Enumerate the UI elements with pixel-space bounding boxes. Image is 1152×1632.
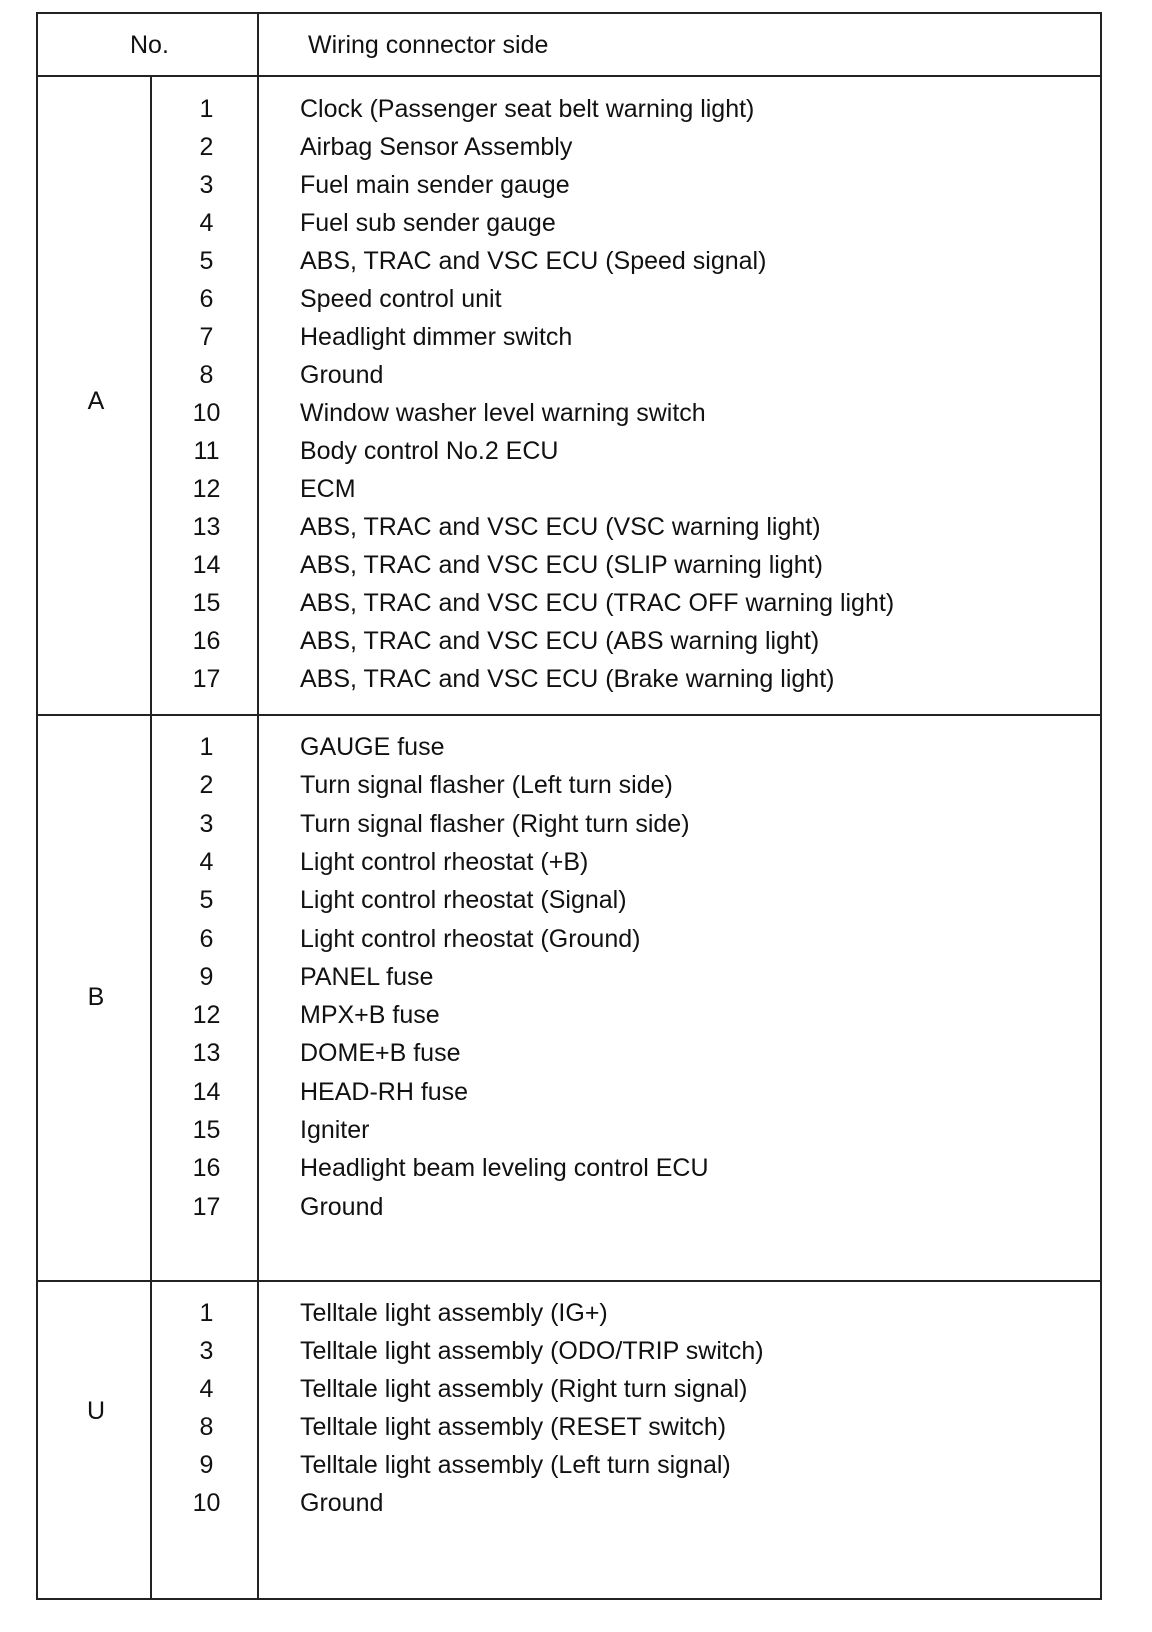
connector-description: Telltale light assembly (RESET switch) bbox=[300, 1413, 727, 1441]
table-row bbox=[38, 1000, 1100, 1030]
connector-description: Telltale light assembly (Right turn signal) bbox=[300, 1375, 748, 1403]
connector-description: Ground bbox=[300, 1192, 384, 1221]
connector-description: Speed control unit bbox=[300, 285, 502, 313]
table-row bbox=[38, 1038, 1100, 1068]
terminal-number: 8 bbox=[199, 361, 214, 389]
terminal-number: 9 bbox=[199, 962, 214, 991]
connector-description: HEAD-RH fuse bbox=[300, 1077, 469, 1106]
connector-description: Headlight beam leveling control ECU bbox=[300, 1154, 709, 1183]
group-label: U bbox=[86, 1397, 106, 1425]
terminal-number: 15 bbox=[192, 1116, 221, 1144]
table-row bbox=[38, 588, 1100, 618]
table-row bbox=[38, 664, 1100, 694]
terminal-number: 11 bbox=[193, 437, 220, 465]
terminal-number: 12 bbox=[192, 1001, 221, 1030]
terminal-number: 12 bbox=[192, 475, 221, 503]
table-row bbox=[38, 1115, 1100, 1145]
table-row bbox=[38, 1374, 1100, 1404]
table-row bbox=[38, 322, 1100, 352]
table-row bbox=[38, 1450, 1100, 1480]
connector-description: ABS, TRAC and VSC ECU (VSC warning light) bbox=[300, 513, 821, 541]
connector-description: ABS, TRAC and VSC ECU (Speed signal) bbox=[300, 247, 767, 275]
terminal-number: 17 bbox=[192, 1192, 221, 1221]
table-row bbox=[38, 170, 1100, 200]
group-divider-b-u bbox=[38, 1280, 1100, 1282]
wiring-connector-table bbox=[36, 12, 1102, 1600]
table-row bbox=[38, 962, 1100, 992]
table-row bbox=[38, 1077, 1100, 1107]
terminal-number: 2 bbox=[199, 771, 214, 800]
table-row bbox=[38, 360, 1100, 390]
table-row bbox=[38, 626, 1100, 656]
header-wiring-connector-side: Wiring connector side bbox=[308, 31, 549, 59]
terminal-number: 15 bbox=[192, 589, 221, 617]
connector-description: Airbag Sensor Assembly bbox=[300, 133, 573, 161]
connector-description: Ground bbox=[300, 361, 384, 389]
terminal-number: 13 bbox=[192, 1039, 221, 1068]
connector-description: Window washer level warning switch bbox=[300, 399, 706, 427]
group-label: A bbox=[87, 387, 105, 415]
connector-description: Light control rheostat (Ground) bbox=[300, 924, 641, 953]
connector-description: ABS, TRAC and VSC ECU (ABS warning light) bbox=[300, 627, 820, 655]
terminal-number: 14 bbox=[192, 551, 221, 579]
terminal-number: 9 bbox=[199, 1451, 214, 1479]
connector-description: GAUGE fuse bbox=[300, 733, 445, 761]
connector-description: Igniter bbox=[300, 1116, 370, 1144]
table-row bbox=[38, 512, 1100, 542]
terminal-number: 7 bbox=[199, 323, 214, 351]
terminal-number: 6 bbox=[199, 285, 214, 313]
connector-description: Fuel main sender gauge bbox=[300, 171, 570, 199]
terminal-number: 13 bbox=[192, 513, 221, 541]
terminal-number: 1 bbox=[199, 95, 214, 123]
table-row bbox=[38, 550, 1100, 580]
table-row bbox=[38, 732, 1100, 762]
connector-description: DOME+B fuse bbox=[300, 1039, 461, 1068]
group-divider-a-b bbox=[38, 714, 1100, 716]
connector-description: ABS, TRAC and VSC ECU (Brake warning light) bbox=[300, 665, 835, 693]
table-row bbox=[38, 1488, 1100, 1518]
connector-description: Light control rheostat (Signal) bbox=[300, 886, 627, 915]
table-row bbox=[38, 208, 1100, 238]
header-divider bbox=[38, 75, 1100, 77]
table-row bbox=[38, 770, 1100, 800]
connector-description: ABS, TRAC and VSC ECU (SLIP warning light) bbox=[300, 551, 823, 579]
connector-description: Telltale light assembly (IG+) bbox=[300, 1299, 608, 1327]
table-row bbox=[38, 284, 1100, 314]
table-row bbox=[38, 1153, 1100, 1183]
terminal-number: 10 bbox=[192, 1489, 221, 1517]
connector-description: Headlight dimmer switch bbox=[300, 323, 573, 351]
table-row bbox=[38, 847, 1100, 877]
terminal-number: 4 bbox=[199, 209, 214, 237]
terminal-number: 14 bbox=[192, 1077, 221, 1106]
terminal-number: 5 bbox=[199, 886, 214, 915]
terminal-number: 1 bbox=[199, 1299, 214, 1327]
connector-description: Clock (Passenger seat belt warning light) bbox=[300, 95, 755, 123]
terminal-number: 4 bbox=[199, 1375, 214, 1403]
terminal-number: 5 bbox=[199, 247, 214, 275]
terminal-number: 17 bbox=[192, 665, 221, 693]
table-row bbox=[38, 436, 1100, 466]
terminal-number: 2 bbox=[199, 133, 214, 161]
connector-description: Turn signal flasher (Left turn side) bbox=[300, 771, 673, 800]
terminal-number: 3 bbox=[199, 171, 214, 199]
terminal-number: 6 bbox=[199, 924, 214, 953]
connector-description: Fuel sub sender gauge bbox=[300, 209, 556, 237]
terminal-number: 1 bbox=[199, 733, 214, 761]
table-row bbox=[38, 1412, 1100, 1442]
table-row bbox=[38, 1298, 1100, 1328]
connector-description: Telltale light assembly (ODO/TRIP switch) bbox=[300, 1337, 764, 1365]
table-row bbox=[38, 398, 1100, 428]
connector-description: ECM bbox=[300, 475, 356, 503]
connector-description: Light control rheostat (+B) bbox=[300, 847, 589, 876]
table-row bbox=[38, 246, 1100, 276]
table-row bbox=[38, 809, 1100, 839]
connector-description: Ground bbox=[300, 1489, 384, 1517]
terminal-number: 16 bbox=[192, 627, 221, 655]
table-row bbox=[38, 132, 1100, 162]
terminal-number: 10 bbox=[192, 399, 221, 427]
header-no: No. bbox=[130, 31, 169, 59]
terminal-number: 8 bbox=[199, 1413, 214, 1441]
terminal-number: 3 bbox=[199, 809, 214, 838]
connector-description: Body control No.2 ECU bbox=[300, 437, 559, 465]
connector-description: ABS, TRAC and VSC ECU (TRAC OFF warning light) bbox=[300, 589, 895, 617]
group-label: B bbox=[87, 983, 105, 1011]
terminal-number: 3 bbox=[199, 1337, 214, 1365]
table-row bbox=[38, 94, 1100, 124]
connector-description: Turn signal flasher (Right turn side) bbox=[300, 809, 690, 838]
connector-description: Telltale light assembly (Left turn signal) bbox=[300, 1451, 731, 1479]
connector-description: PANEL fuse bbox=[300, 962, 434, 991]
table-row bbox=[38, 474, 1100, 504]
table-row bbox=[38, 1192, 1100, 1222]
table-row bbox=[38, 885, 1100, 915]
table-row bbox=[38, 1336, 1100, 1366]
terminal-number: 16 bbox=[192, 1154, 221, 1183]
terminal-number: 4 bbox=[199, 847, 214, 876]
connector-description: MPX+B fuse bbox=[300, 1001, 440, 1030]
table-row bbox=[38, 924, 1100, 954]
